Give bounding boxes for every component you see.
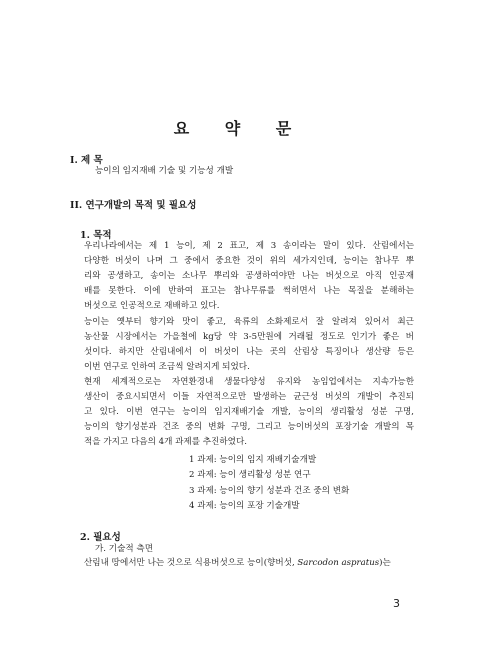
task-item: 3 과제: 능이의 향기 성분과 건조 중의 변화 xyxy=(189,486,350,496)
body-line: 적을 가지고 다음의 4개 과제를 추진하였다. xyxy=(84,437,247,447)
section2-heading: II. 연구개발의 목적 및 필요성 xyxy=(70,200,197,211)
task-item: 2 과제: 능이 생리활성 성분 연구 xyxy=(189,470,311,480)
body-line: 이번 연구로 인하여 조금씩 알려지게 되었다. xyxy=(84,362,250,372)
body-line: 리와 공생하고, 송이는 소나무 뿌리와 공생하여야만 나는 버섯으로 아직 인공재 xyxy=(84,271,414,281)
section1-heading: I. 제 목 xyxy=(70,155,103,166)
body-line: 농산물 시장에서는 가을철에 kg당 약 3-5만원에 거래될 정도로 인기가 좋은 버 xyxy=(84,332,414,342)
body-line: 능이의 향기성분과 건조 중의 변화 구명, 그리고 능이버섯의 포장기술 개발의 목 xyxy=(84,422,414,432)
body-line: 현재 세계적으로는 자연환경내 생물다양성 유지와 농임업에서는 지속가능한 xyxy=(84,377,414,387)
body-line-last-post: )는 xyxy=(379,558,391,568)
section1-text: 능이의 임지재배 기술 및 기능성 개발 xyxy=(95,166,234,176)
sub2-subheading: 가. 기술적 측면 xyxy=(95,544,154,554)
sub1-heading: 1. 목적 xyxy=(80,230,112,241)
body-line-last-pre: 산림내 땅에서만 나는 것으로 식용버섯으로 능이(향버섯, xyxy=(84,558,298,568)
page-number: 3 xyxy=(393,597,400,610)
body-line: 우리나라에서는 제 1 능이, 제 2 표고, 제 3 송이라는 말이 있다. 산림에서는 xyxy=(84,241,414,251)
species-name: Sarcodon aspratus xyxy=(297,558,380,568)
body-line: 다양한 버섯이 나며 그 중에서 중요한 것이 위의 세가지인데, 능이는 참나무 뿌 xyxy=(84,256,414,266)
page-title: 요 약 문 xyxy=(173,119,307,138)
body-line: 능이는 옛부터 향기와 맛이 좋고, 육류의 소화제로서 잘 알려져 있어서 최근 xyxy=(84,317,414,327)
body-line: 생산이 중요시되면서 이들 자연적으로만 발생하는 균근성 버섯의 개발이 추진되 xyxy=(84,392,414,402)
task-item: 1 과제: 능이의 임지 재배기술개발 xyxy=(189,455,317,465)
body-line-last xyxy=(84,557,414,570)
task-item: 4 과제: 능이의 포장 기술개발 xyxy=(189,501,300,511)
body-line: 버섯으로 인공적으로 재배하고 있다. xyxy=(84,301,220,311)
body-line: 배를 못한다. 이에 반하여 표고는 참나무류를 썩히면서 나는 목질을 분해하는 xyxy=(84,286,414,296)
body-line: 섯이다. 하지만 산림내에서 이 버섯이 나는 곳의 산림상 특징이나 생산량 등은 xyxy=(84,347,414,357)
body-line: 고 있다. 이번 연구는 능이의 임지재배기술 개발, 능이의 생리활성 성분 구명, xyxy=(84,407,414,417)
sub2-heading: 2. 필요성 xyxy=(80,532,121,543)
